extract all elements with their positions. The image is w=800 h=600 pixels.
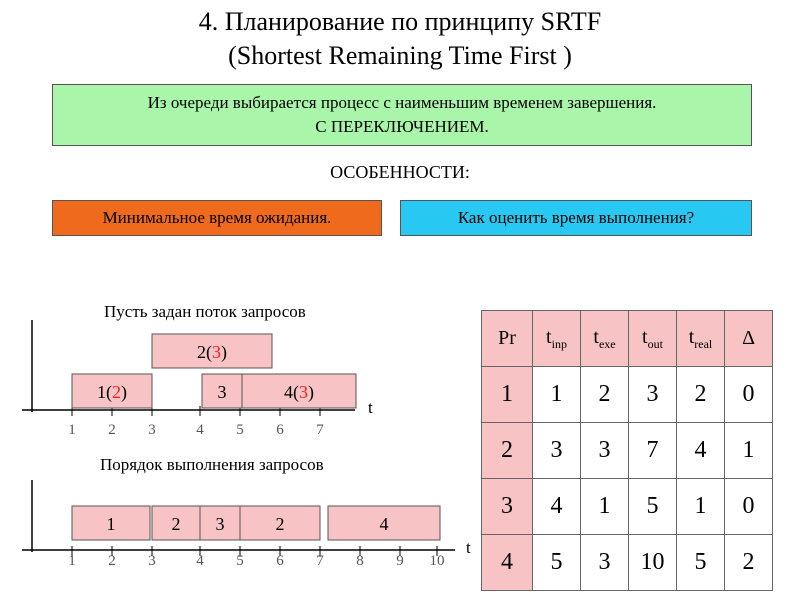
process-table	[481, 310, 773, 591]
diagram1-tick-label: 4	[196, 422, 204, 438]
diagram1-tick-label: 6	[276, 422, 284, 438]
diagram2-caption: Порядок выполнения запросов	[100, 455, 324, 474]
diagram2-tick-label: 9	[396, 553, 404, 569]
table-cell: 1	[677, 479, 725, 535]
diagram2-axis-label: t	[466, 538, 471, 557]
page-title-line1: 4. Планирование по принципу SRTF	[198, 7, 602, 36]
features-label: ОСОБЕННОСТИ:	[330, 162, 470, 182]
table-cell: 3	[581, 535, 629, 591]
diagram1-caption: Пусть задан поток запросов	[104, 302, 306, 321]
table-cell: 3	[629, 367, 677, 423]
header-t-exe: $t_{exe}$	[581, 311, 629, 367]
table-cell: 3	[533, 423, 581, 479]
srtf-rule-line1: Из очереди выбирается процесс с наименьшим временем завершения.	[147, 93, 657, 112]
table-cell: 1	[725, 423, 773, 479]
diagram1-tick-label: 7	[316, 422, 324, 438]
table-cell: 1	[482, 367, 533, 423]
feature-estimate-box: Как оценить время выполнения?	[400, 200, 752, 236]
diagram1-tick-label: 5	[236, 422, 244, 438]
diagram2-tick-label: 4	[196, 553, 204, 569]
diagram2-tick-label: 1	[68, 553, 76, 569]
table-cell: 7	[629, 423, 677, 479]
process-2-label: 2(3)	[197, 342, 227, 362]
table-row	[482, 535, 773, 591]
table-cell: 5	[533, 535, 581, 591]
page-title-line2: (Shortest Remaining Time First )	[228, 41, 572, 70]
table-cell: 4	[533, 479, 581, 535]
diagram2-tick-label: 7	[316, 553, 324, 569]
table-cell: 1	[581, 479, 629, 535]
table-row	[482, 479, 773, 535]
table-cell: 2	[581, 367, 629, 423]
table-cell: 1	[533, 367, 581, 423]
diagram1-tick-label: 1	[68, 422, 76, 438]
diagram2-tick-label: 3	[148, 553, 156, 569]
diagram2-tick-label: 6	[276, 553, 284, 569]
table-cell: 5	[629, 479, 677, 535]
header-delta: Δ	[725, 311, 773, 367]
table-row	[482, 367, 773, 423]
table-cell: 2	[677, 367, 725, 423]
table-cell: 3	[581, 423, 629, 479]
table-cell: 0	[725, 367, 773, 423]
diagram2-tick-marks	[72, 546, 437, 556]
process-1-label: 1(2)	[97, 382, 127, 402]
table-header-row	[482, 311, 773, 367]
diagram1-tick-label: 3	[148, 422, 156, 438]
table-cell: 0	[725, 479, 773, 535]
diagram2-tick-label: 2	[108, 553, 116, 569]
diagram1-tick-label: 2	[108, 422, 116, 438]
diagram1-axis-label: t	[368, 398, 373, 417]
feature-min-wait-box: Минимальное время ожидания.	[52, 200, 382, 236]
diagram2-tick-label: 5	[236, 553, 244, 569]
table-cell: 2	[482, 423, 533, 479]
header-t-real: $t_{real}$	[677, 311, 725, 367]
diagram2-tick-label: 8	[356, 553, 364, 569]
exec-segment-label: 3	[215, 514, 225, 534]
table-cell: 5	[677, 535, 725, 591]
diagram2-tick-label: 10	[429, 553, 445, 569]
process-4-label: 4(3)	[284, 382, 314, 402]
process-3-label: 3	[217, 382, 227, 402]
srtf-rule-box	[52, 84, 752, 146]
header-t-out: $t_{out}$	[629, 311, 677, 367]
srtf-rule-line2: С ПЕРЕКЛЮЧЕНИЕМ.	[315, 117, 489, 136]
table-cell: 4	[482, 535, 533, 591]
header-pr: Pr	[482, 311, 533, 367]
table-cell: 4	[677, 423, 725, 479]
exec-segment-label: 2	[171, 514, 181, 534]
table-cell: 10	[629, 535, 677, 591]
table-cell: 3	[482, 479, 533, 535]
table-cell: 2	[725, 535, 773, 591]
header-t-inp: $t_{inp}$	[533, 311, 581, 367]
exec-segment-label: 2	[275, 514, 285, 534]
exec-segment-label: 4	[379, 514, 389, 534]
exec-segment-label: 1	[106, 514, 116, 534]
table-row	[482, 423, 773, 479]
